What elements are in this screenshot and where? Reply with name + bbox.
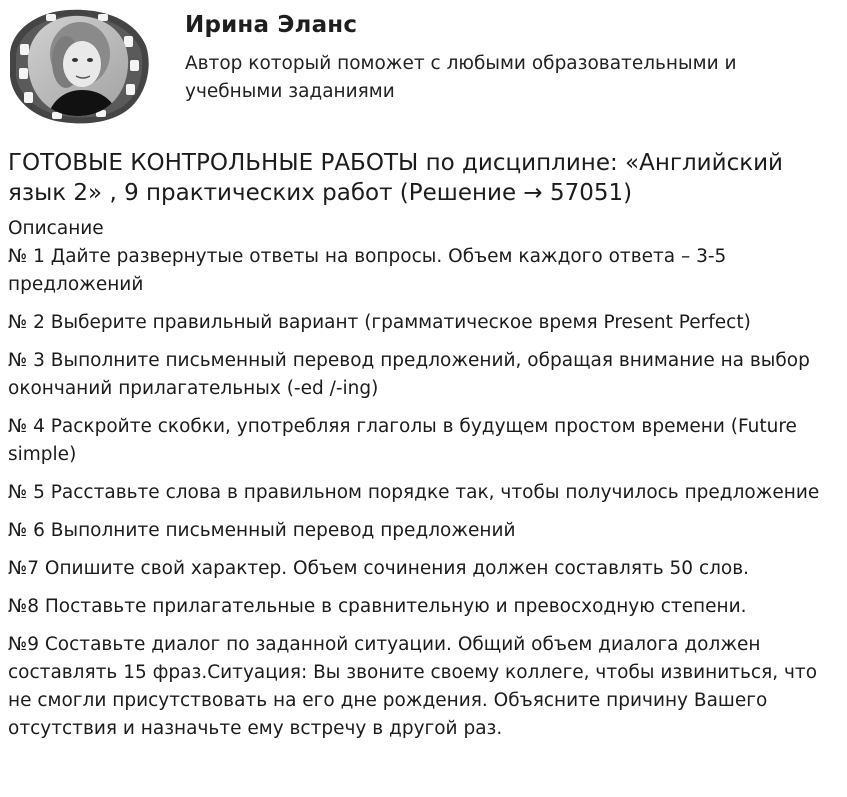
author-avatar-image: [6, 6, 152, 126]
task-item-9: №9 Составьте диалог по заданной ситуации. Общий объем диалога должен составлять 15 фраз.Ситуация: Вы звоните своему коллеге, чтобы извиниться, что не смогли присутствовать на его дне рождения. Объясните причину Вашего отсутствия и назначьте ему встречу в другой раз.: [8, 634, 818, 739]
avatar[interactable]: [6, 6, 152, 126]
author-block: [0, 0, 847, 130]
task-item-3: № 3 Выполните письменный перевод предложений, обращая внимание на выбор окончаний прилагательных (-ed /-ing): [8, 350, 810, 399]
description-heading: Описание: [8, 218, 104, 239]
task-item-1: № 1 Дайте развернутые ответы на вопросы. Объем каждого ответа – 3-5 предложений: [8, 246, 727, 295]
task-item-8: №8 Поставьте прилагательные в сравнительную и превосходную степени.: [8, 596, 747, 617]
task-item-2: № 2 Выберите правильный вариант (грамматическое время Present Perfect): [8, 312, 751, 333]
task-item-5: № 5 Расставьте слова в правильном порядке так, чтобы получилось предложение: [8, 482, 820, 503]
author-name[interactable]: Ирина Эланс: [185, 12, 358, 38]
task-item-7: №7 Опишите свой характер. Объем сочинения должен составлять 50 слов.: [8, 558, 750, 579]
task-item-4: № 4 Раскройте скобки, употребляя глаголы в будущем простом времени (Future simple): [8, 416, 797, 465]
task-item-6: № 6 Выполните письменный перевод предложений: [8, 520, 516, 541]
description-section: [8, 215, 843, 753]
page-title: ГОТОВЫЕ КОНТРОЛЬНЫЕ РАБОТЫ по дисциплине: «Английский язык 2» , 9 практических работ (Решение → 57051): [8, 150, 784, 206]
author-description: Автор который поможет с любыми образовательными и учебными заданиями: [185, 53, 737, 102]
